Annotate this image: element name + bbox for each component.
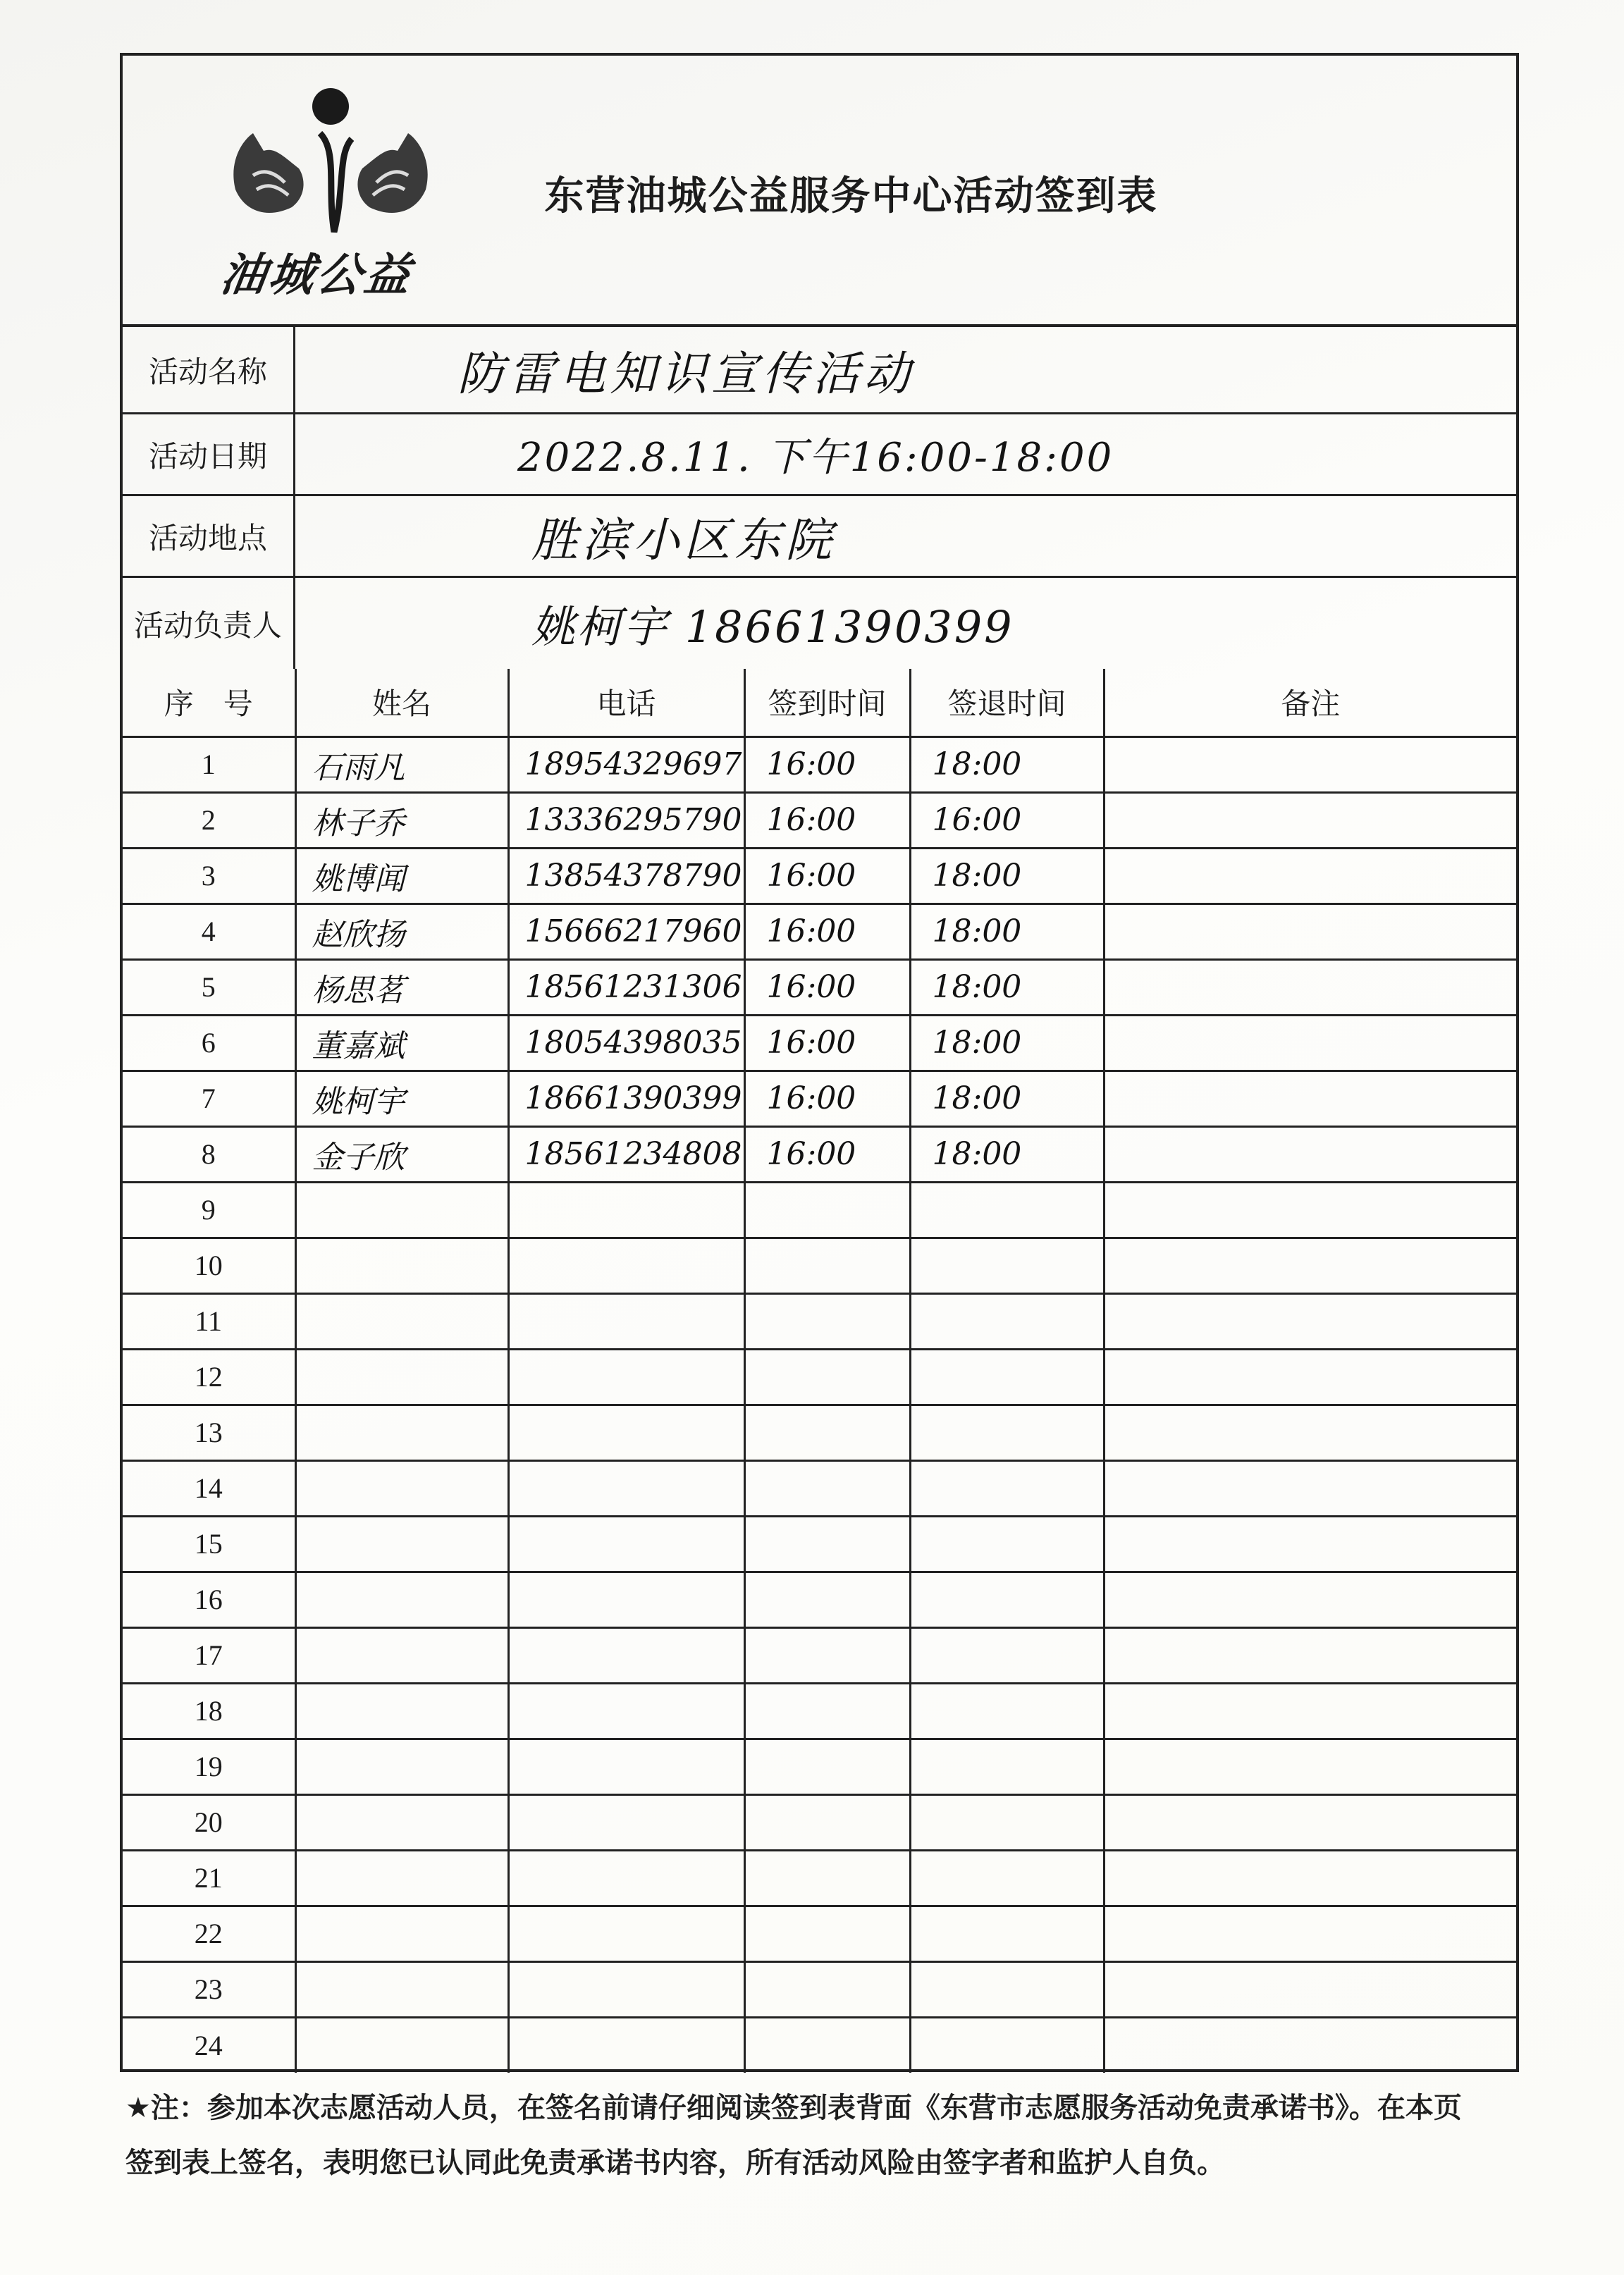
activity-leader-value: 姚柯宇 18661390399 [531, 601, 1014, 653]
row-checkout [910, 2017, 1104, 2073]
row-checkout [910, 1850, 1104, 1906]
row-name: 姚博闻 [295, 848, 508, 904]
row-checkout: 18:00 [910, 848, 1104, 904]
logo-text: 油城公益 [216, 249, 417, 302]
col-header-phone: 电话 [508, 669, 744, 736]
row-checkin: 16:00 [744, 959, 910, 1015]
row-name [295, 1572, 508, 1627]
row-checkin: 16:00 [744, 792, 910, 848]
table-row [123, 1182, 1516, 1238]
row-remark [1104, 1015, 1516, 1071]
table-row [123, 1015, 1516, 1071]
row-checkin [744, 1683, 910, 1739]
row-remark [1104, 1572, 1516, 1627]
row-checkin [744, 1460, 910, 1516]
header-band [123, 56, 1516, 327]
row-remark [1104, 1627, 1516, 1683]
row-checkin [744, 1961, 910, 2017]
row-checkout [910, 1961, 1104, 2017]
activity-leader-row [123, 578, 1516, 669]
table-row [123, 2017, 1516, 2073]
row-remark [1104, 736, 1516, 792]
row-remark [1104, 1126, 1516, 1182]
table-row [123, 904, 1516, 959]
table-row [123, 1850, 1516, 1906]
row-checkin [744, 2017, 910, 2073]
row-index: 21 [123, 1850, 295, 1906]
row-checkout: 18:00 [910, 1015, 1104, 1071]
row-checkin [744, 1627, 910, 1683]
table-row [123, 1405, 1516, 1460]
row-phone [508, 1405, 744, 1460]
row-checkout [910, 1349, 1104, 1405]
row-index: 1 [123, 736, 295, 792]
page-title: 东营油城公益服务中心活动签到表 [544, 173, 1158, 219]
col-header-remark: 备注 [1104, 669, 1516, 736]
row-name [295, 1238, 508, 1293]
table-row [123, 1460, 1516, 1516]
row-index: 12 [123, 1349, 295, 1405]
row-name [295, 2017, 508, 2073]
row-remark [1104, 1961, 1516, 2017]
row-checkin [744, 1293, 910, 1349]
row-remark [1104, 959, 1516, 1015]
row-name [295, 1405, 508, 1460]
row-index: 4 [123, 904, 295, 959]
row-phone [508, 1794, 744, 1850]
row-remark [1104, 1238, 1516, 1293]
row-checkout [910, 1683, 1104, 1739]
row-index: 20 [123, 1794, 295, 1850]
row-remark [1104, 1071, 1516, 1126]
row-remark [1104, 1182, 1516, 1238]
table-row [123, 848, 1516, 904]
row-phone: 13854378790 [508, 848, 744, 904]
table-row [123, 1739, 1516, 1794]
row-index: 17 [123, 1627, 295, 1683]
activity-date-row [123, 414, 1516, 496]
table-row [123, 792, 1516, 848]
row-name: 董嘉斌 [295, 1015, 508, 1071]
row-checkout [910, 1460, 1104, 1516]
row-index: 5 [123, 959, 295, 1015]
activity-place-value: 胜滨小区东院 [531, 513, 836, 567]
signin-sheet [120, 53, 1519, 2072]
row-name: 杨思茗 [295, 959, 508, 1015]
row-checkout [910, 1516, 1104, 1572]
row-name: 姚柯宇 [295, 1071, 508, 1126]
row-phone: 18561234808 [508, 1126, 744, 1182]
row-remark [1104, 1906, 1516, 1961]
table-row [123, 959, 1516, 1015]
row-name: 金子欣 [295, 1126, 508, 1182]
row-remark [1104, 1405, 1516, 1460]
row-name: 林子乔 [295, 792, 508, 848]
table-row [123, 1516, 1516, 1572]
row-phone [508, 1739, 744, 1794]
table-row [123, 1349, 1516, 1405]
activity-name-label: 活动名称 [123, 327, 295, 412]
row-checkin [744, 1182, 910, 1238]
activity-place-label: 活动地点 [123, 496, 295, 576]
row-checkout: 18:00 [910, 1126, 1104, 1182]
table-header-row [123, 669, 1516, 736]
row-name: 赵欣扬 [295, 904, 508, 959]
row-index: 8 [123, 1126, 295, 1182]
row-checkout [910, 1627, 1104, 1683]
row-checkout [910, 1182, 1104, 1238]
row-index: 13 [123, 1405, 295, 1460]
row-remark [1104, 792, 1516, 848]
row-remark [1104, 1293, 1516, 1349]
activity-name-row [123, 327, 1516, 414]
row-name [295, 1349, 508, 1405]
row-checkin [744, 1794, 910, 1850]
row-index: 24 [123, 2017, 295, 2073]
row-name [295, 1627, 508, 1683]
row-index: 23 [123, 1961, 295, 2017]
row-remark [1104, 904, 1516, 959]
row-checkin [744, 1516, 910, 1572]
row-checkin: 16:00 [744, 736, 910, 792]
row-checkin: 16:00 [744, 1126, 910, 1182]
row-checkin: 16:00 [744, 1071, 910, 1126]
row-remark [1104, 1683, 1516, 1739]
row-name [295, 1516, 508, 1572]
row-phone [508, 1238, 744, 1293]
row-remark [1104, 1516, 1516, 1572]
row-phone [508, 1182, 744, 1238]
row-index: 14 [123, 1460, 295, 1516]
table-row [123, 1071, 1516, 1126]
row-checkout [910, 1405, 1104, 1460]
row-remark [1104, 1739, 1516, 1794]
row-phone [508, 1460, 744, 1516]
row-name [295, 1683, 508, 1739]
table-row [123, 1627, 1516, 1683]
row-index: 16 [123, 1572, 295, 1627]
row-name [295, 1460, 508, 1516]
row-name: 石雨凡 [295, 736, 508, 792]
row-phone: 15666217960 [508, 904, 744, 959]
row-index: 9 [123, 1182, 295, 1238]
row-phone [508, 1627, 744, 1683]
row-phone [508, 1850, 744, 1906]
col-header-name: 姓名 [295, 669, 508, 736]
attendance-table [123, 669, 1516, 2073]
row-checkout: 18:00 [910, 1071, 1104, 1126]
row-checkin [744, 1850, 910, 1906]
row-name [295, 1794, 508, 1850]
row-checkout [910, 1794, 1104, 1850]
table-row [123, 1293, 1516, 1349]
activity-leader-label: 活动负责人 [123, 578, 295, 669]
row-checkout [910, 1906, 1104, 1961]
row-phone: 18954329697 [508, 736, 744, 792]
row-checkout [910, 1293, 1104, 1349]
row-index: 18 [123, 1683, 295, 1739]
row-checkout [910, 1572, 1104, 1627]
row-remark [1104, 1460, 1516, 1516]
row-index: 22 [123, 1906, 295, 1961]
table-row [123, 1683, 1516, 1739]
row-phone [508, 1572, 744, 1627]
table-row [123, 1572, 1516, 1627]
row-phone [508, 1961, 744, 2017]
row-checkout [910, 1739, 1104, 1794]
row-name [295, 1850, 508, 1906]
row-name [295, 1961, 508, 2017]
col-header-index: 序 号 [123, 669, 295, 736]
activity-date-value: 2022.8.11. 下午16:00-18:00 [517, 434, 1114, 481]
row-checkin: 16:00 [744, 1015, 910, 1071]
activity-name-value: 防雷电知识宣传活动 [457, 347, 914, 401]
table-row [123, 1238, 1516, 1293]
row-phone [508, 1683, 744, 1739]
row-index: 7 [123, 1071, 295, 1126]
row-index: 10 [123, 1238, 295, 1293]
row-name [295, 1293, 508, 1349]
activity-date-label: 活动日期 [123, 414, 295, 494]
table-row [123, 736, 1516, 792]
row-name [295, 1182, 508, 1238]
row-checkin [744, 1906, 910, 1961]
row-phone [508, 1349, 744, 1405]
row-phone [508, 1516, 744, 1572]
row-remark [1104, 1850, 1516, 1906]
row-checkout: 16:00 [910, 792, 1104, 848]
row-index: 19 [123, 1739, 295, 1794]
activity-place-row [123, 496, 1516, 578]
row-checkin [744, 1572, 910, 1627]
table-row [123, 1961, 1516, 2017]
row-name [295, 1906, 508, 1961]
row-remark [1104, 1794, 1516, 1850]
table-row [123, 1906, 1516, 1961]
row-remark [1104, 2017, 1516, 2073]
row-phone: 18561231306 [508, 959, 744, 1015]
table-row [123, 1794, 1516, 1850]
row-phone: 13336295790 [508, 792, 744, 848]
row-index: 3 [123, 848, 295, 904]
row-index: 15 [123, 1516, 295, 1572]
table-row [123, 1126, 1516, 1182]
row-name [295, 1739, 508, 1794]
row-checkout: 18:00 [910, 959, 1104, 1015]
row-checkin [744, 1238, 910, 1293]
row-checkout: 18:00 [910, 904, 1104, 959]
row-phone [508, 2017, 744, 2073]
row-phone [508, 1293, 744, 1349]
disclaimer-note: ★注：参加本次志愿活动人员，在签名前请仔细阅读签到表背面《东营市志愿服务活动免责承诺书》。在本页签到表上签名，表明您已认同此免责承诺书内容，所有活动风险由签字者和监护人自负。 [125, 2092, 1462, 2179]
row-checkin: 16:00 [744, 904, 910, 959]
row-checkin: 16:00 [744, 848, 910, 904]
row-checkin [744, 1349, 910, 1405]
row-index: 6 [123, 1015, 295, 1071]
col-header-checkin: 签到时间 [744, 669, 910, 736]
row-checkin [744, 1405, 910, 1460]
row-checkout [910, 1238, 1104, 1293]
col-header-checkout: 签退时间 [910, 669, 1104, 736]
row-checkin [744, 1739, 910, 1794]
row-checkout: 18:00 [910, 736, 1104, 792]
row-phone: 18054398035 [508, 1015, 744, 1071]
row-index: 2 [123, 792, 295, 848]
row-phone [508, 1906, 744, 1961]
row-remark [1104, 848, 1516, 904]
row-index: 11 [123, 1293, 295, 1349]
row-remark [1104, 1349, 1516, 1405]
row-phone: 18661390399 [508, 1071, 744, 1126]
